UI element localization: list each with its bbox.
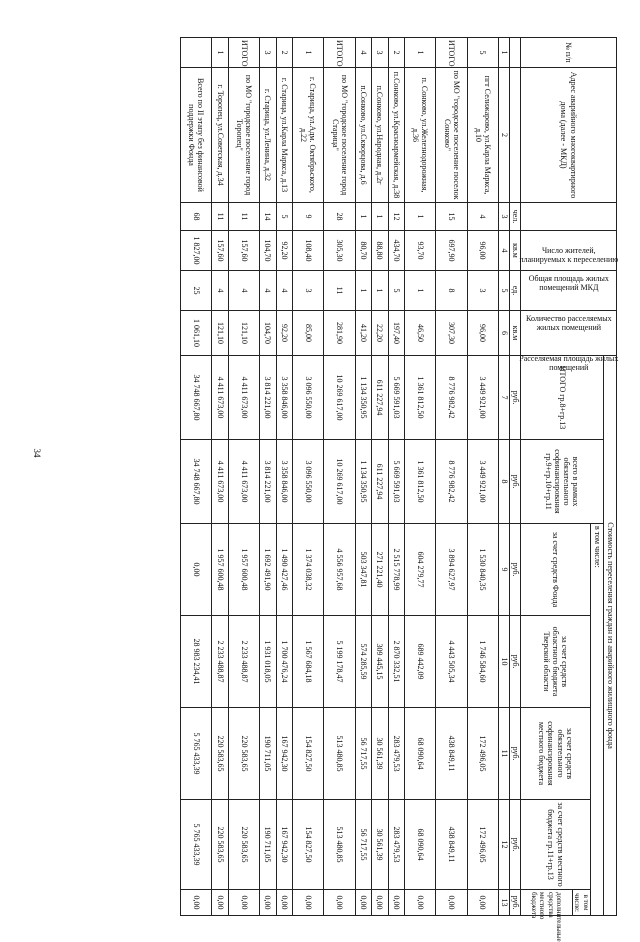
unit-cell: руб. xyxy=(510,356,521,440)
cell-c11: 283 479,53 xyxy=(388,708,404,800)
cell-c9: 3 894 627,97 xyxy=(436,524,467,616)
cell-c6: 307,30 xyxy=(436,311,467,356)
cell-c9: 1 374 038,32 xyxy=(293,524,324,616)
unit-cell: руб. xyxy=(510,800,521,890)
cell-c13: 0,00 xyxy=(372,890,388,916)
cell-c9: 1 530 840,35 xyxy=(467,524,498,616)
cell-address: г. Старица, ул.Карла Маркса, д.13 xyxy=(276,68,292,203)
cell-c5: 1 xyxy=(372,271,388,311)
cell-c11: 154 827,50 xyxy=(293,708,324,800)
unit-cell: руб. xyxy=(510,524,521,616)
cell-no: ИТОГО xyxy=(324,38,355,68)
cell-c4: 697,90 xyxy=(436,231,467,271)
cell-c6: 104,70 xyxy=(260,311,276,356)
cell-c12: 190 711,05 xyxy=(260,800,276,890)
cell-c11: 513 480,85 xyxy=(324,708,355,800)
cell-c7: 34 748 667,80 xyxy=(181,356,212,440)
column-numbers-row xyxy=(499,38,510,916)
header-address: Адрес аварийного многоквартирного дома (далее - МКД) xyxy=(521,68,617,203)
cell-c3: 14 xyxy=(260,203,276,231)
cell-no: 3 xyxy=(260,38,276,68)
cell-c7: 3 814 221,00 xyxy=(260,356,276,440)
cell-c9: 503 347,81 xyxy=(355,524,371,616)
cell-no: 1 xyxy=(293,38,324,68)
cell-c4: 157,60 xyxy=(212,231,228,271)
header-resettled-area-text: Расселяемая площадь жилых помещений xyxy=(518,353,619,372)
cell-c3: 11 xyxy=(212,203,228,231)
unit-cell: руб. xyxy=(510,440,521,524)
cell-c3: 28 xyxy=(324,203,355,231)
colnum-cell: 3 xyxy=(499,203,510,231)
cell-c9: 0,00 xyxy=(181,524,212,616)
cell-c3: 15 xyxy=(436,203,467,231)
table-row xyxy=(355,38,371,916)
rotated-table-container xyxy=(180,37,619,942)
cell-address: по МО "городское поселение город Старица" xyxy=(324,68,355,203)
cell-address: пгт Селижарово, ул.Карла Маркса, д.10 xyxy=(467,68,498,203)
cell-c4: 108,40 xyxy=(293,231,324,271)
cell-c4: 96,00 xyxy=(467,231,498,271)
cell-c4: 88,80 xyxy=(372,231,388,271)
cell-c8: 611 227,94 xyxy=(372,440,388,524)
cell-c4: 104,70 xyxy=(260,231,276,271)
table-row xyxy=(388,38,404,916)
cell-c7: 1 361 812,50 xyxy=(405,356,436,440)
cell-c5: 25 xyxy=(181,271,212,311)
colnum-cell: 11 xyxy=(499,708,510,800)
cell-c3: 9 xyxy=(293,203,324,231)
colnum-cell: 12 xyxy=(499,800,510,890)
cell-c7: 8 776 982,42 xyxy=(436,356,467,440)
cell-c5: 4 xyxy=(228,271,259,311)
cell-c4: 93,70 xyxy=(405,231,436,271)
cell-c13: 0,00 xyxy=(212,890,228,916)
cell-c6: 22,20 xyxy=(372,311,388,356)
cell-address: по МО "городское поселение город Торопец" xyxy=(228,68,259,203)
cell-c12: 5 765 433,39 xyxy=(181,800,212,890)
cell-c10: 2 870 332,51 xyxy=(388,616,404,708)
cell-c10: 1 567 684,18 xyxy=(293,616,324,708)
cell-c8: 3 096 550,00 xyxy=(293,440,324,524)
table-row xyxy=(212,38,228,916)
cell-c6: 281,90 xyxy=(324,311,355,356)
cell-no: 1 xyxy=(405,38,436,68)
cell-c6: 197,40 xyxy=(388,311,404,356)
header-total: ИТОГО гр.8+гр.13 xyxy=(521,356,604,440)
cell-c7: 3 358 846,00 xyxy=(276,356,292,440)
cell-c12: 68 090,64 xyxy=(405,800,436,890)
cell-address: г. Торопец, ул.Советская, д.34 xyxy=(212,68,228,203)
colnum-cell: 13 xyxy=(499,890,510,916)
table-row xyxy=(467,38,498,916)
cell-c3: 1 xyxy=(355,203,371,231)
cell-c4: 434,70 xyxy=(388,231,404,271)
cell-c6: 85,00 xyxy=(293,311,324,356)
header-residents xyxy=(519,203,618,264)
cell-c7: 3 449 921,00 xyxy=(467,356,498,440)
cell-c10: 28 983 234,41 xyxy=(181,616,212,708)
cell-c8: 4 411 673,00 xyxy=(212,440,228,524)
cell-c12: 283 479,53 xyxy=(388,800,404,890)
cell-c13: 0,00 xyxy=(467,890,498,916)
header-residents-text: Число жителей, планируемых к переселению xyxy=(519,245,618,264)
cell-c13: 0,00 xyxy=(405,890,436,916)
cell-c8: 3 814 221,00 xyxy=(260,440,276,524)
cell-c11: 167 942,30 xyxy=(276,708,292,800)
cell-address: г. Старица, ул.Ленина, д.32 xyxy=(260,68,276,203)
cell-c3: 11 xyxy=(228,203,259,231)
cell-c8: 8 776 982,42 xyxy=(436,440,467,524)
cell-c5: 3 xyxy=(467,271,498,311)
header-local-total: за счет средств местного бюджета гр.11+гр.13 xyxy=(521,800,591,890)
unit-cell xyxy=(510,38,521,68)
cell-c5: 8 xyxy=(436,271,467,311)
cell-c13: 0,00 xyxy=(355,890,371,916)
cell-c8: 10 269 617,00 xyxy=(324,440,355,524)
header-total-area-text: Общая площадь жилых помещений МКД xyxy=(528,273,609,292)
cell-c12: 30 561,39 xyxy=(372,800,388,890)
cell-no: 5 xyxy=(467,38,498,68)
cell-c8: 5 669 591,03 xyxy=(388,440,404,524)
table-row xyxy=(228,38,259,916)
cell-c11: 220 583,65 xyxy=(212,708,228,800)
cell-c9: 1 957 600,48 xyxy=(212,524,228,616)
cell-c3: 4 xyxy=(467,203,498,231)
cell-c5: 4 xyxy=(276,271,292,311)
cell-address: г. Старица, ул.Адм. Октябрьского, д.22 xyxy=(293,68,324,203)
cell-address: п.Сонково, ул.Красноармейская, д.38 xyxy=(388,68,404,203)
table-row xyxy=(181,38,212,916)
colnum-cell: 7 xyxy=(499,356,510,440)
cell-c7: 4 411 673,00 xyxy=(228,356,259,440)
header-mandatory: всего в рамках обязательного софинансирования гр.9+гр.10+гр.11 xyxy=(521,440,604,524)
unit-cell xyxy=(510,68,521,203)
cell-c8: 1 134 350,95 xyxy=(355,440,371,524)
cell-c8: 1 361 812,50 xyxy=(405,440,436,524)
cell-c11: 30 561,39 xyxy=(372,708,388,800)
cell-c10: 2 233 488,87 xyxy=(212,616,228,708)
cell-c10: 574 285,59 xyxy=(355,616,371,708)
header-no: № п/п xyxy=(521,38,617,68)
unit-cell: руб. xyxy=(510,616,521,708)
table-row xyxy=(372,38,388,916)
cell-c11: 438 849,11 xyxy=(436,708,467,800)
page-number: 34 xyxy=(32,448,42,458)
cell-c13: 0,00 xyxy=(228,890,259,916)
cell-c3: 68 xyxy=(181,203,212,231)
table-row xyxy=(436,38,467,916)
cell-c8: 3 449 921,00 xyxy=(467,440,498,524)
cell-c10: 1 700 476,24 xyxy=(276,616,292,708)
cell-c12: 220 583,65 xyxy=(212,800,228,890)
cell-c3: 1 xyxy=(405,203,436,231)
cell-c6: 121,10 xyxy=(212,311,228,356)
cell-address: Всего по II этапу без финансовой поддержки Фонда xyxy=(181,68,212,203)
cell-address: п. Сонково, ул.Железнодорожная, д.36 xyxy=(405,68,436,203)
cell-c10: 5 199 178,47 xyxy=(324,616,355,708)
cell-c9: 1 692 491,90 xyxy=(260,524,276,616)
cell-c9: 2 515 778,99 xyxy=(388,524,404,616)
cell-c7: 5 669 591,03 xyxy=(388,356,404,440)
cell-c10: 689 442,09 xyxy=(405,616,436,708)
cell-c5: 4 xyxy=(260,271,276,311)
cell-no: 3 xyxy=(372,38,388,68)
cell-c11: 5 765 433,39 xyxy=(181,708,212,800)
header-regional: за счет средств областного бюджета Тверской области xyxy=(521,616,591,708)
cell-c6: 92,20 xyxy=(276,311,292,356)
unit-cell: кв.м xyxy=(510,311,521,356)
cell-c10: 4 443 505,34 xyxy=(436,616,467,708)
cell-c7: 1 134 350,95 xyxy=(355,356,371,440)
cell-c12: 172 496,05 xyxy=(467,800,498,890)
cell-c11: 56 717,55 xyxy=(355,708,371,800)
cell-c11: 68 090,64 xyxy=(405,708,436,800)
header-in-that-number: в том числе: xyxy=(591,524,604,916)
cell-c12: 513 480,85 xyxy=(324,800,355,890)
cell-c6: 1 061,10 xyxy=(181,311,212,356)
cell-c12: 56 717,55 xyxy=(355,800,371,890)
cell-c5: 1 xyxy=(355,271,371,311)
cell-no: 4 xyxy=(355,38,371,68)
cell-c4: 305,30 xyxy=(324,231,355,271)
unit-cell: руб. xyxy=(510,708,521,800)
cell-c6: 46,50 xyxy=(405,311,436,356)
cell-c4: 1 827,00 xyxy=(181,231,212,271)
cell-c5: 5 xyxy=(388,271,404,311)
cell-address: п.Сонково, ул.Скворцова, д.6 xyxy=(355,68,371,203)
cell-c3: 1 xyxy=(372,203,388,231)
cell-c9: 1 957 600,48 xyxy=(228,524,259,616)
unit-cell: ед. xyxy=(510,271,521,311)
cell-c11: 220 583,65 xyxy=(228,708,259,800)
unit-cell: кв.м xyxy=(510,231,521,271)
cell-c10: 309 445,15 xyxy=(372,616,388,708)
cell-c5: 1 xyxy=(405,271,436,311)
cell-c9: 604 279,77 xyxy=(405,524,436,616)
cell-c13: 0,00 xyxy=(324,890,355,916)
cell-c4: 80,70 xyxy=(355,231,371,271)
cell-c13: 0,00 xyxy=(293,890,324,916)
cell-address: по МО "городское поселение поселок Сонково" xyxy=(436,68,467,203)
cell-c13: 0,00 xyxy=(276,890,292,916)
cell-no: ИТОГО xyxy=(228,38,259,68)
header-fund: за счет средств Фонда xyxy=(521,524,591,616)
cell-address: п.Сонково, ул.Народная, д.2г xyxy=(372,68,388,203)
cell-c13: 0,00 xyxy=(436,890,467,916)
cell-c7: 4 411 673,00 xyxy=(212,356,228,440)
header-in-that-number-short: в том числе: xyxy=(573,890,591,916)
cell-c7: 3 096 550,00 xyxy=(293,356,324,440)
cell-c8: 3 358 846,00 xyxy=(276,440,292,524)
colnum-cell: 10 xyxy=(499,616,510,708)
cell-c5: 3 xyxy=(293,271,324,311)
cell-c9: 4 556 957,68 xyxy=(324,524,355,616)
table-row xyxy=(293,38,324,916)
header-count-rooms-text: Количество расселяемых жилых помещений xyxy=(525,313,612,332)
cell-c12: 220 583,65 xyxy=(228,800,259,890)
cell-c4: 157,60 xyxy=(228,231,259,271)
colnum-cell: 6 xyxy=(499,311,510,356)
colnum-cell: 4 xyxy=(499,231,510,271)
cell-c13: 0,00 xyxy=(388,890,404,916)
resettlement-cost-table xyxy=(180,37,619,942)
cell-c11: 190 711,05 xyxy=(260,708,276,800)
cell-c12: 438 849,11 xyxy=(436,800,467,890)
cell-c9: 1 490 427,46 xyxy=(276,524,292,616)
cell-c6: 41,20 xyxy=(355,311,371,356)
cell-c7: 10 269 617,00 xyxy=(324,356,355,440)
table-row xyxy=(276,38,292,916)
cell-c3: 5 xyxy=(276,203,292,231)
cell-c8: 34 748 667,80 xyxy=(181,440,212,524)
colnum-cell: 9 xyxy=(499,524,510,616)
cell-c10: 1 746 584,60 xyxy=(467,616,498,708)
cell-c13: 0,00 xyxy=(181,890,212,916)
unit-cell: руб. xyxy=(510,890,521,916)
header-cost-group: Стоимость переселения граждан из аварийного жилищного фонда xyxy=(604,356,617,916)
colnum-cell: 5 xyxy=(499,271,510,311)
cell-c8: 4 411 673,00 xyxy=(228,440,259,524)
cell-no: ИТОГО xyxy=(436,38,467,68)
table-row xyxy=(405,38,436,916)
cell-c6: 121,10 xyxy=(228,311,259,356)
cell-c13: 0,00 xyxy=(260,890,276,916)
cell-c10: 2 233 488,87 xyxy=(228,616,259,708)
colnum-cell: 8 xyxy=(499,440,510,524)
table-row xyxy=(260,38,276,916)
cell-no xyxy=(181,38,212,68)
header-additional: дополнительные средства местного бюджета xyxy=(521,890,573,916)
cell-c12: 167 942,30 xyxy=(276,800,292,890)
cell-c11: 172 496,05 xyxy=(467,708,498,800)
cell-c10: 1 931 018,05 xyxy=(260,616,276,708)
cell-c6: 96,00 xyxy=(467,311,498,356)
cell-c9: 271 221,40 xyxy=(372,524,388,616)
cell-c3: 12 xyxy=(388,203,404,231)
header-local-mandatory: за счет средств обязательного софинансирования местного бюджета xyxy=(521,708,591,800)
cell-no: 2 xyxy=(276,38,292,68)
colnum-cell: 2 xyxy=(499,68,510,203)
cell-c5: 11 xyxy=(324,271,355,311)
cell-c4: 92,20 xyxy=(276,231,292,271)
cell-no: 1 xyxy=(212,38,228,68)
units-row xyxy=(510,38,521,916)
unit-cell: чел. xyxy=(510,203,521,231)
table-row xyxy=(324,38,355,916)
cell-c7: 611 227,94 xyxy=(372,356,388,440)
cell-c5: 4 xyxy=(212,271,228,311)
cell-c12: 154 827,50 xyxy=(293,800,324,890)
cell-no: 2 xyxy=(388,38,404,68)
colnum-cell: 1 xyxy=(499,38,510,68)
